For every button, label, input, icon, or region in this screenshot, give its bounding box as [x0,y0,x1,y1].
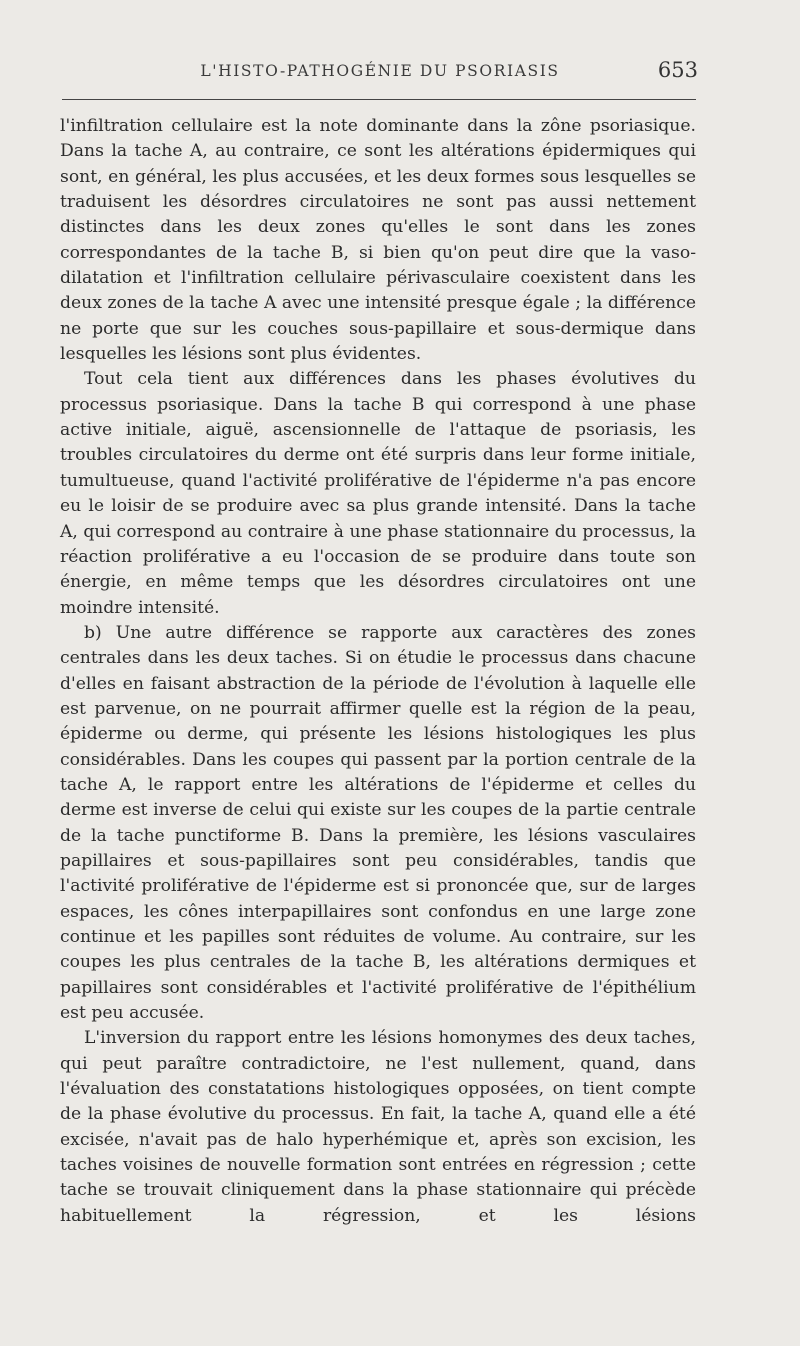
paragraph-continuation: l'infiltration cellulaire est la note dominante dans la zône psoriasique. Dans la tache A, au contraire, ce sont les altérations épidermiques qui sont, en général, les plus accusées, et les deux formes sous lesquelles se traduisent les désordres circulatoires ne sont pas aussi nettement distinctes dans les deux zones qu'elles le sont dans les zones correspondantes de la tache B, si bien qu'on peut dire que la vaso-dilatation et l'infiltration cellulaire périvasculaire coexistent dans les deux zones de la tache A avec une intensité presque égale ; la différence ne porte que sur les couches sous-papillaire et sous-dermique dans lesquelles les lésions sont plus évidentes. [60,116,696,365]
paragraph-b-difference: b) Une autre différence se rapporte aux caractères des zones centrales dans les deux taches. Si on étudie le processus dans chacune d'elles en faisant abstraction de la période de l'évolution à laquelle elle est parvenue, on ne pourrait affirmer quelle est la région de la peau, épiderme ou derme, qui présente les lésions histologiques les plus considérables. Dans les coupes qui passent par la portion centrale de la tache A, le rapport entre les altérations de l'épiderme et celles du derme est inverse de celui qui existe sur les coupes de la partie centrale de la tache punctiforme B. Dans la première, les lésions vasculaires papillaires et sous-papillaires sont peu considérables, tandis que l'activité proliférative de l'épiderme est si prononcée que, sur de larges espaces, les cônes interpapillaires sont confondus en une large zone continue et les papilles sont réduites de volume. Au contraire, sur les coupes les plus centrales de la tache B, les altérations dermiques et papillaires sont considérables et l'activité proliférative de l'épithélium est peu accusée. [60,622,696,1024]
page-number: 653 [657,58,698,82]
page-header [62,60,698,88]
running-title: L'HISTO-PATHOGÉNIE DU PSORIASIS [200,62,560,80]
header-rule [62,99,696,100]
paragraph-phases: Tout cela tient aux différences dans les phases évolutives du processus psoriasique. Dans la tache B qui correspond à une phase active initiale, aiguë, ascensionnelle de l'attaque de psoriasis, les troubles circulatoires du derme ont été surpris dans leur forme initiale, tumultueuse, quand l'activité proliférative de l'épiderme n'a pas encore eu le loisir de se produire avec sa plus grande intensité. Dans la tache A, qui correspond au contraire à une phase stationnaire du processus, la réaction proliférative a eu l'occasion de se produire dans toute son énergie, en même temps que les désordres circulatoires ont une moindre intensité. [60,369,696,618]
paragraph-inversion: L'inversion du rapport entre les lésions homonymes des deux taches, qui peut paraître contradictoire, ne l'est nullement, quand, dans l'évaluation des constatations histologiques opposées, on tient compte de la phase évolutive du processus. En fait, la tache A, quand elle a été excisée, n'avait pas de halo hyperhémique et, après son excision, les taches voisines de nouvelle formation sont entrées en régression ; cette tache se trouvait cliniquement dans la phase stationnaire qui précède habituellement la régression, et les lésions [60,1028,696,1226]
body-text [60,114,696,1229]
